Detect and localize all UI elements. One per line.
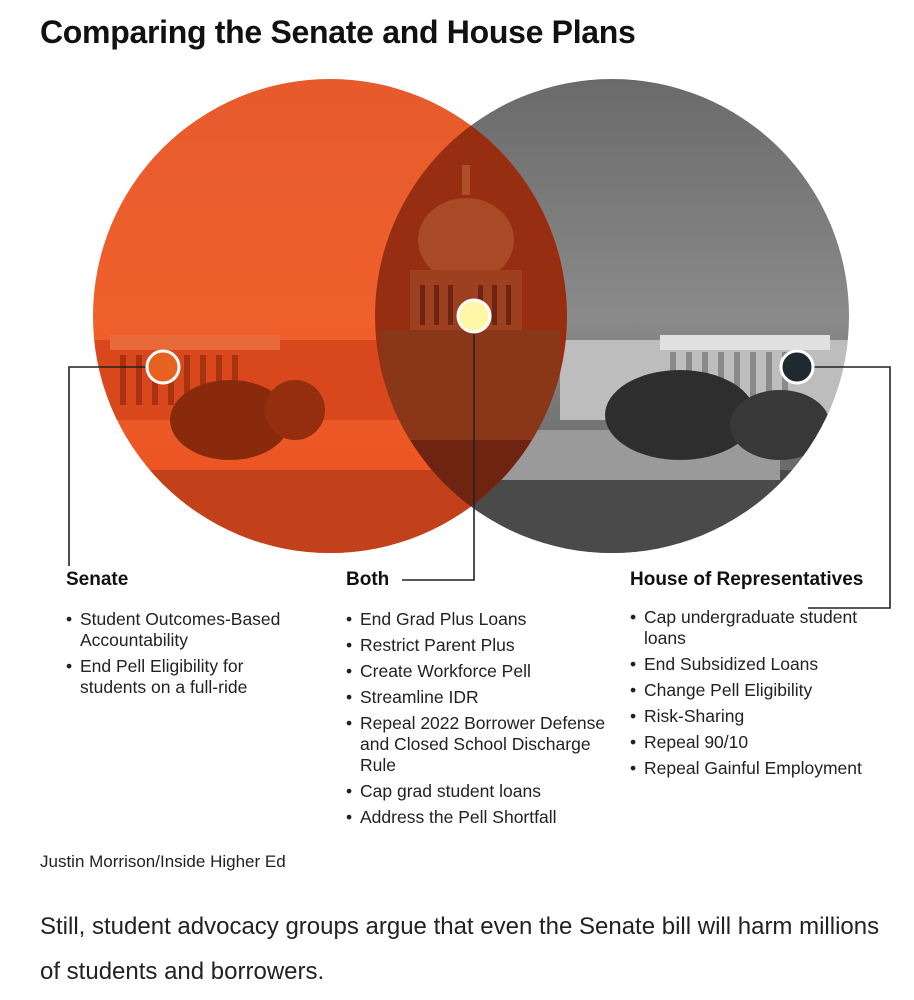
list-item: • Change Pell Eligibility: [630, 680, 890, 701]
image-credit: Justin Morrison/Inside Higher Ed: [40, 852, 286, 871]
article-paragraph: Still, student advocacy groups argue that even the Senate bill will harm millions of students and borrowers.: [40, 913, 880, 985]
list-item: • Cap grad student loans: [346, 781, 606, 802]
both-column: [346, 567, 606, 833]
both-list: [346, 609, 606, 828]
list-item: • Streamline IDR: [346, 687, 606, 708]
list-item: • Restrict Parent Plus: [346, 635, 606, 656]
senate-column: [66, 567, 306, 703]
list-item: • Student Outcomes-Based Accountability: [66, 609, 306, 651]
list-item: • Risk-Sharing: [630, 706, 890, 727]
list-item: • End Grad Plus Loans: [346, 609, 606, 630]
house-list: [630, 607, 890, 779]
senate-marker: [147, 351, 179, 383]
both-heading: Both: [346, 569, 390, 590]
list-item: • Repeal Gainful Employment: [630, 758, 890, 779]
list-item: • Repeal 90/10: [630, 732, 890, 753]
list-item: • End Subsidized Loans: [630, 654, 890, 675]
list-item: • Address the Pell Shortfall: [346, 807, 606, 828]
chart-title: Comparing the Senate and House Plans: [40, 14, 636, 50]
list-item: • Cap undergraduate student loans: [630, 607, 890, 649]
list-item: • Create Workforce Pell: [346, 661, 606, 682]
senate-list: [66, 609, 306, 698]
list-item: • End Pell Eligibility for students on a full-ride: [66, 656, 306, 698]
house-marker: [781, 351, 813, 383]
senate-heading: Senate: [66, 569, 129, 590]
both-marker: [458, 300, 490, 332]
list-item: • Repeal 2022 Borrower Defense and Closed School Discharge Rule: [346, 713, 606, 776]
house-heading: House of Representatives: [630, 569, 864, 590]
house-column: [630, 567, 890, 784]
